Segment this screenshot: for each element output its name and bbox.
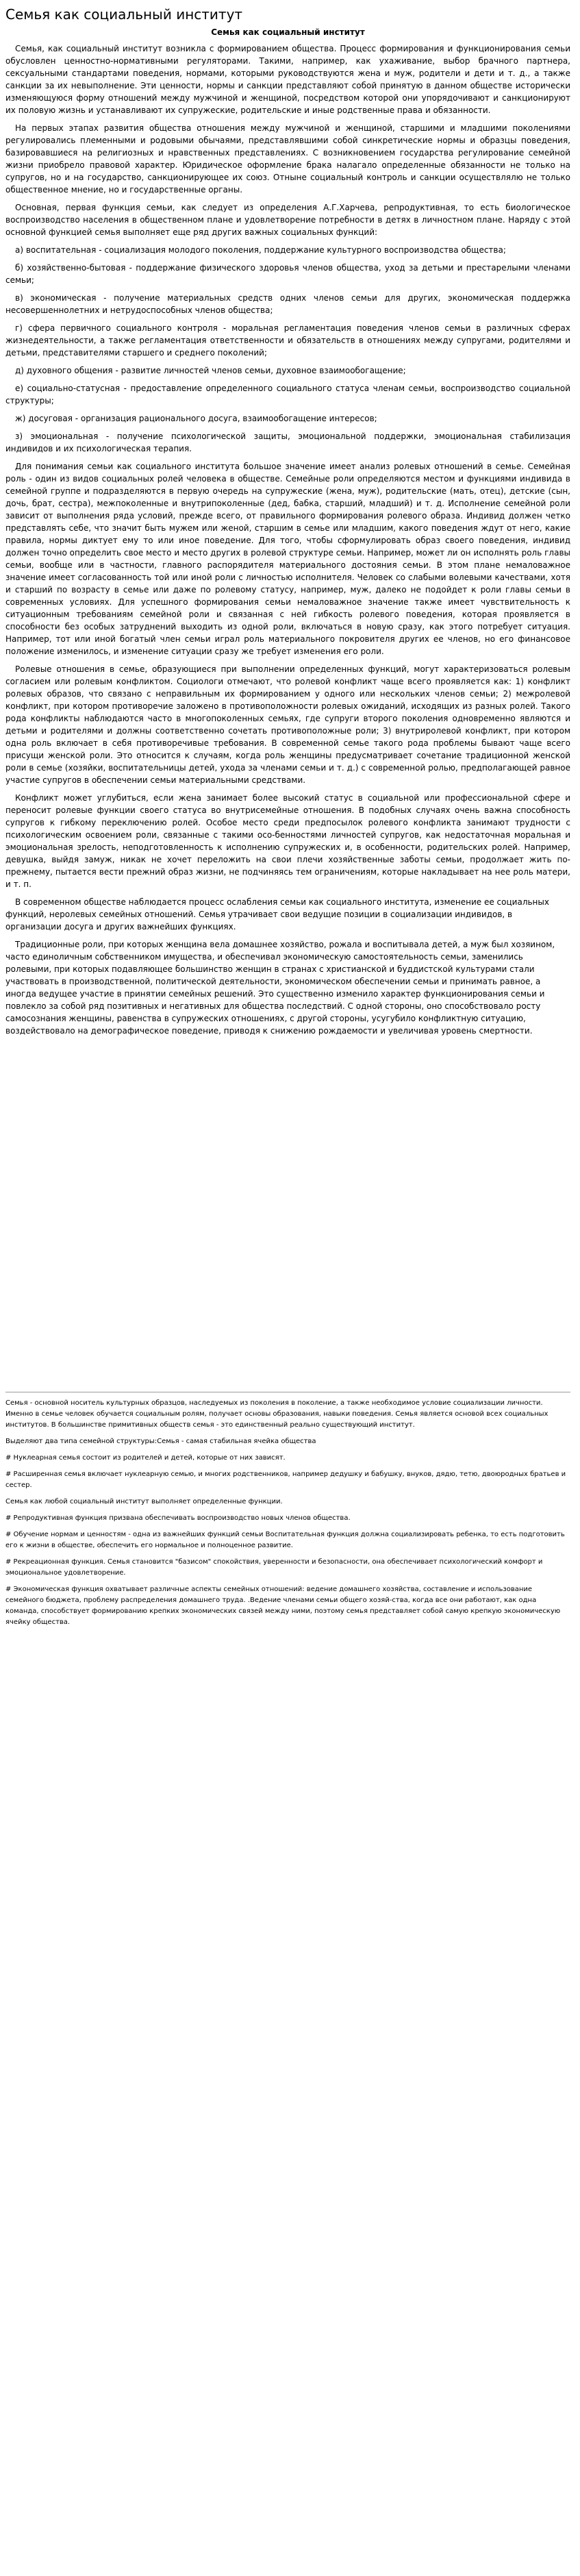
paragraph: В современном обществе наблюдается процесс ослабления семьи как социального института, изменение ее социальных функций, неролевых семейных отношений. Семья утрачивает свои ведущие позиции в социализации индивидов, в организации досуга и других важнейших функциях.	[5, 897, 549, 931]
article-body	[5, 42, 570, 1037]
note-list-item: # Нуклеарная семья состоит из родителей и детей, которые от них зависят.	[5, 1454, 286, 1462]
paragraph: Для понимания семьи как социального института большое значение имеет анализ ролевых отношений в семье. Семейная роль - один из видов социальных ролей человека в обществе. Семейные роли определяются местом и функциями индивида в семейной группе и подразделяются в первую очередь на супружеские (жена, муж), родительские (мать, отец), детские (сын, дочь, брат, сестра), межпоколенные и внутрипоколенные (дед, бабка, старший, младший) и т. д. Исполнение семейной роли зависит от выполнения ряда условий, прежде всего, от правильного формирования ролевого образа. Индивид должен четко представлять себе, что значит быть мужем или женой, старшим в семье или младшим, какого поведения ждут от него, какие правила, нормы диктует ему то или иное поведение. Для того, чтобы сформулировать образ своего поведения, индивид должен точно определить свое место и место других в ролевой структуре семьи. Например, может ли он исполнять роль главы семьи, вообще или в частности, главного распорядителя материального достояния семьи. В этом плане немаловажное значение имеет согласованность той или иной роли с личностью исполнителя. Человек со слабыми волевыми качествами, хотя и старший по возрасту в семье или даже по ролевому статусу, например, муж, далеко не подойдет к роли главы семьи в современных условиях. Для успешного формирования семьи немаловажное значение также имеет чувствительность к ситуационным требованиям семейной роли и связанная с ней гибкость ролевого поведения, которая проявляется в способности без особых затруднений выходить из одной роли, включаться в новую сразу, как этого потребует ситуация. Например, тот или иной богатый член семьи играл роль материального покровителя других ее членов, но его финансовое положение изменилось, и изменение ситуации сразу же требует изменения его роли.	[5, 462, 570, 656]
function-item: д) духовного общения - развитие личностей членов семьи, духовное взаимообогащение;	[15, 366, 406, 375]
blank-space	[5, 1042, 570, 1385]
note-paragraph: Семья - основной носитель культурных образцов, наследуемых из поколения в поколение, а также необходимое условие социализации личности. Именно в семье человек обучается социальным ролям, получает основы образования, навыки поведения. Семья является основой всех социальных институтов. В большинстве примитивных обществ семья - это единственный реально существующий институт.	[5, 1399, 549, 1429]
paragraph: Основная, первая функция семьи, как следует из определения А.Г.Харчева, репродуктивная, то есть биологическое воспроизводство населения в общественном плане и удовлетворение потребности в детях в личностном плане. Наряду с этой основной функцией семья выполняет еще ряд других важных социальных функций:	[5, 203, 570, 237]
function-item: ж) досуговая - организация рационального досуга, взаимообогащение интересов;	[15, 414, 377, 423]
function-item: е) социально-статусная - предоставление определенного социального статуса членам семьи, воспроизводство социальной структуры;	[5, 384, 570, 405]
paragraph: Ролевые отношения в семье, образующиеся при выполнении определенных функций, могут характеризоваться ролевым согласием или ролевым конфликтом. Социологи отмечают, что ролевой конфликт чаще всего проявляется как: 1) конфликт ролевых образов, что связано с неправильным их формированием у одного или нескольких членов семьи; 2) межролевой конфликт, при котором противоречие заложено в противоположности ролевых ожиданий, исходящих из разных ролей. Такого рода конфликты наблюдаются часто в многопоколенных семьях, где супруги второго поколения одновременно являются и детьми и родителями и должны соответственно сочетать противоположные роли; 3) внутриролевой конфликт, при котором одна роль включает в себя противоречивые требования. В современной семье такого рода проблемы бывают чаще всего присущи женской роли. Это относится к случаям, когда роль женщины предусматривает сочетание традиционной женской роли в семье (хозяйки, воспитательницы детей, ухода за членами семьи и т. д.) с современной ролью, предполагающей равное участие супругов в обеспечении семьи материальными средствами.	[5, 664, 570, 785]
function-item: а) воспитательная - социализация молодого поколения, поддержание культурного воспроизводства общества;	[15, 245, 506, 255]
paragraph: Семья, как социальный институт возникла с формированием общества. Процесс формирования и функционирования семьи обусловлен ценностно-нормативными регуляторами. Такими, например, как ухаживание, выбор брачного партнера, сексуальными стандартами поведения, нормами, которыми руководствуются жена и муж, родители и дети и т. д., а также санкции за их невыполнение. Эти ценности, нормы и санкции представляют собой принятую в данном обществе исторически изменяющуюся форму отношений между мужчиной и женщиной, посредством которой они упорядочивают и санкционируют их половую жизнь и устанавливают их супружеские, родительские и иные родственные права и обязанности.	[5, 44, 570, 115]
note-list-item: # Рекреационная функция. Семья становится "базисом" спокойствия, уверенности и безопасности, она обеспечивает психологический комфорт и эмоциональное удовлетворение.	[5, 1558, 543, 1577]
note-list-item: # Репродуктивная функция призвана обеспечивать воспроизводство новых членов общества.	[5, 1514, 351, 1522]
note-paragraph: Выделяют два типа семейной структуры:Семья - самая стабильная ячейка общества	[5, 1438, 316, 1445]
function-item: г) сфера первичного социального контроля - моральная регламентация поведения членов семьи в различных сферах жизнедеятельности, а также регламентация ответственности и обязательств в отношениях между супругами, родителями и детьми, представителями старшего и среднего поколений;	[5, 323, 570, 358]
paragraph: На первых этапах развития общества отношения между мужчиной и женщиной, старшими и младшими поколениями регулировались племенными и родовыми обычаями, представлявшими собой синкретические нормы и образцы поведения, базировавшиеся на религиозных и нравственных представлениях. С возникновением государства регулирование семейной жизни приобрело правовой характер. Юридическое оформление брака налагало определенные обязанности не только на супругов, но и на государство, санкционирующее их союз. Отныне социальный контроль и санкции осуществлялю не только общественное мнение, но и государственные органы.	[5, 123, 570, 195]
function-item: з) эмоциональная - получение психологической защиты, эмоциональной поддержки, эмоциональная стабилизация индивидов и их психологическая терапия.	[5, 432, 570, 453]
paragraph: Традиционные роли, при которых женщина вела домашнее хозяйство, рожала и воспитывала детей, а муж был хозяином, часто единоличным собственником имущества, и обеспечивал экономическую самостоятельность семьи, заменились ролевыми, при которых подавляющее большинство женщин в странах с христианской и буддистской культурами стали участвовать в производственной, политической деятельности, экономическом обеспечении семьи и принимать равное, а иногда ведущее участие в принятии семейных решений. Это существенно изменило характер функционирования семьи и повлекло за собой ряд позитивных и негативных для общества последствий. С одной стороны, оно способствовало росту самосознания женщины, равенства в супружеских отношениях, с другой стороны, усугубило конфликтную ситуацию, воздействовало на демографическое поведение, приводя к снижению рождаемости и увеличивая уровень смертности.	[5, 940, 555, 1036]
function-item: б) хозяйственно-бытовая - поддержание физического здоровья членов общества, уход за детьми и престарелыми членами семьи;	[5, 263, 570, 285]
note-list-item: # Расширенная семья включает нуклеарную семью, и многих родственников, например дедушку и бабушку, внуков, дядю, тетю, двоюродных братьев и сестер.	[5, 1471, 566, 1489]
notes-section	[5, 1392, 570, 1628]
note-paragraph: Семья как любой социальный институт выполняет определенные функции.	[5, 1498, 283, 1505]
function-item: в) экономическая - получение материальных средств одних членов семьи для других, экономическая поддержка несовершеннолетних и нетрудоспособных членов общества;	[5, 293, 570, 315]
note-list-item: # Экономическая функция охватывает различные аспекты семейных отношений: ведение домашнего хозяйства, составление и использование семейного бюджета, проблему распределения домашнего труда. .Ведение членами семьи общего хозяй-ства, когда все они работают, как одна команда, способствует формированию крепких экономических связей между ними, поэтому семья представляет собой самую крепкую экономическую ячейку общества.	[5, 1586, 561, 1626]
page-header: Семья как социальный институт	[5, 6, 243, 23]
note-list-item: # Обучение нормам и ценностям - одна из важнейших функций семьи Воспитательная функция должна социализировать ребенка, то есть подготовить его к жизни в обществе, обеспечить его нормальное и полноценное развитие.	[5, 1531, 565, 1549]
paragraph: Конфликт может углубиться, если жена занимает более высокий статус в социальной или профессиональной сфере и переносит ролевые функции своего статуса во внутрисемейные отношения. В подобных случаях очень важна способность супругов к гибкому переключению ролей. Особое место среди предпосылок ролевого конфликта занимают трудности с психологическим освоением роли, связанные с такими осо-бенностями личностей супругов, как недостаточная моральная и эмоциональная зрелость, неподготовленность к исполнению супружеских и, в особенности, родительских ролей. Например, девушка, выйдя замуж, никак не хочет переложить на свои плечи хозяйственные заботы семьи, продолжает жить по-прежнему, пытается вести прежний образ жизни, не подчиняясь тем ограничениям, которые накладывает на нее роль матери, и т. п.	[5, 793, 570, 889]
article-title: Семья как социальный институт	[211, 27, 365, 37]
